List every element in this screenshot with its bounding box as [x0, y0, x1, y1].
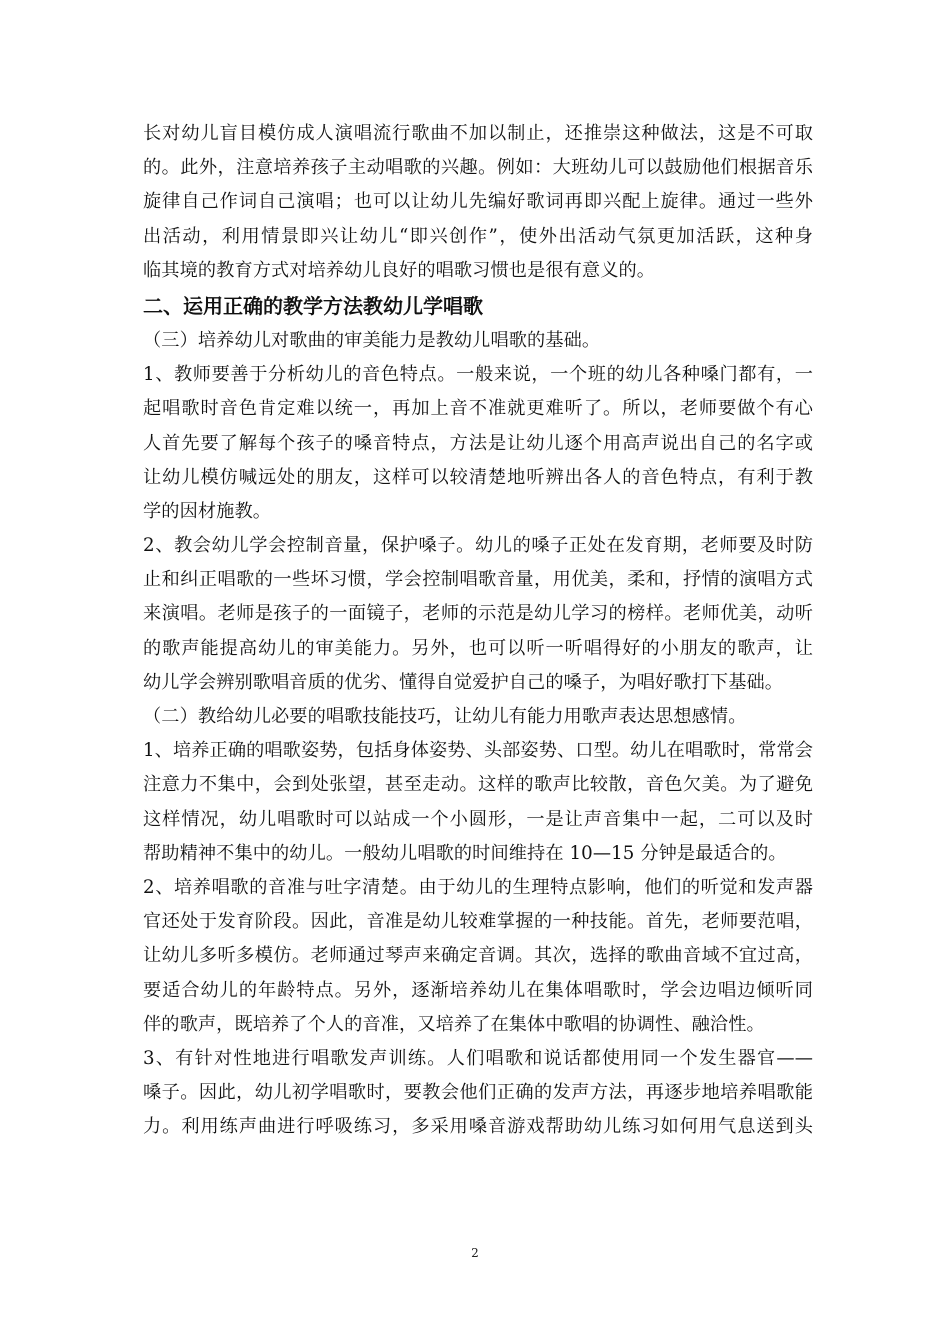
text-line: 旋律自己作词自己演唱；也可以让幼儿先编好歌词再即兴配上旋律。通过一些外	[143, 191, 813, 213]
paragraph-4	[143, 734, 813, 871]
text-line: 2、教会幼儿学会控制音量，保护嗓子。幼儿的嗓子正处在发育期，老师要及时防	[143, 535, 813, 557]
text-line: 3、有针对性地进行唱歌发声训练。人们唱歌和说话都使用同一个发生器官——	[143, 1047, 813, 1069]
subheading-2: （二）教给幼儿必要的唱歌技能技巧，让幼儿有能力用歌声表达思想感情。	[143, 706, 747, 727]
text-line: 来演唱。老师是孩子的一面镜子，老师的示范是幼儿学习的榜样。老师优美，动听	[143, 603, 813, 625]
paragraph-1	[143, 117, 813, 288]
text-line: 长对幼儿盲目模仿成人演唱流行歌曲不加以制止，还推崇这种做法，这是不可取	[143, 123, 813, 144]
section-heading: 二、运用正确的教学方法教幼儿学唱歌	[143, 293, 483, 318]
subheading-3: （三）培养幼儿对歌曲的审美能力是教幼儿唱歌的基础。	[143, 329, 601, 351]
text-line: 帮助精神不集中的幼儿。一般幼儿唱歌的时间维持在 10—15 分钟是最适合的。	[143, 842, 787, 864]
text-line: 1、培养正确的唱歌姿势，包括身体姿势、头部姿势、口型。幼儿在唱歌时，常常会	[143, 740, 814, 762]
text-line: 力。利用练声曲进行呼吸练习，多采用嗓音游戏帮助幼儿练习如何用气息送到头	[143, 1116, 813, 1138]
text-line: 让幼儿模仿喊远处的朋友，这样可以较清楚地听辨出各人的音色特点，有利于教	[143, 466, 813, 488]
text-line: 官还处于发育阶段。因此，音准是幼儿较难掌握的一种技能。首先，老师要范唱，	[143, 911, 813, 933]
text-line: 止和纠正唱歌的一些坏习惯，学会控制唱歌音量，用优美，柔和，抒情的演唱方式	[143, 569, 813, 591]
text-line: 嗓子。因此，幼儿初学唱歌时，要教会他们正确的发声方法，再逐步地培养唱歌能	[143, 1082, 813, 1104]
document-page	[143, 117, 813, 1144]
text-line: 2、培养唱歌的音准与吐字清楚。由于幼儿的生理特点影响，他们的听觉和发声器	[143, 876, 813, 898]
text-line: 起唱歌时音色肯定难以统一，再加上音不准就更难听了。所以，老师要做个有心	[143, 398, 813, 420]
paragraph-6	[143, 1042, 813, 1145]
text-line: 的。此外，注意培养孩子主动唱歌的兴趣。例如：大班幼儿可以鼓励他们根据音乐	[143, 157, 813, 179]
paragraph-5	[143, 871, 813, 1042]
paragraph-3	[143, 529, 813, 700]
page-number: 2	[471, 1246, 479, 1260]
text-line: 要适合幼儿的年龄特点。另外，逐渐培养幼儿在集体唱歌时，学会边唱边倾听同	[143, 979, 813, 1001]
text-line: 出活动，利用情景即兴让幼儿“即兴创作”，使外出活动气氛更加活跃，这种身	[143, 225, 813, 247]
paragraph-2	[143, 358, 813, 529]
text-line: 幼儿学会辨别歌唱音质的优劣、懂得自觉爱护自己的嗓子，为唱好歌打下基础。	[143, 671, 784, 693]
text-line: 伴的歌声，既培养了个人的音准，又培养了在集体中歌唱的协调性、融洽性。	[143, 1013, 765, 1035]
text-line: 让幼儿多听多模仿。老师通过琴声来确定音调。其次，选择的歌曲音域不宜过高，	[143, 945, 813, 967]
text-line: 人首先要了解每个孩子的嗓音特点，方法是让幼儿逐个用高声说出自己的名字或	[143, 432, 813, 454]
text-line: 注意力不集中，会到处张望，甚至走动。这样的歌声比较散，音色欠美。为了避免	[143, 774, 813, 796]
text-line: 临其境的教育方式对培养幼儿良好的唱歌习惯也是很有意义的。	[143, 259, 656, 281]
text-line: 1、教师要善于分析幼儿的音色特点。一般来说，一个班的幼儿各种嗓门都有，一	[143, 364, 813, 386]
text-line: 的歌声能提高幼儿的审美能力。另外，也可以听一听唱得好的小朋友的歌声，让	[143, 637, 813, 659]
text-line: 这样情况，幼儿唱歌时可以站成一个小圆形，一是让声音集中一起，二可以及时	[143, 808, 813, 830]
text-line: 学的因材施教。	[143, 500, 272, 522]
